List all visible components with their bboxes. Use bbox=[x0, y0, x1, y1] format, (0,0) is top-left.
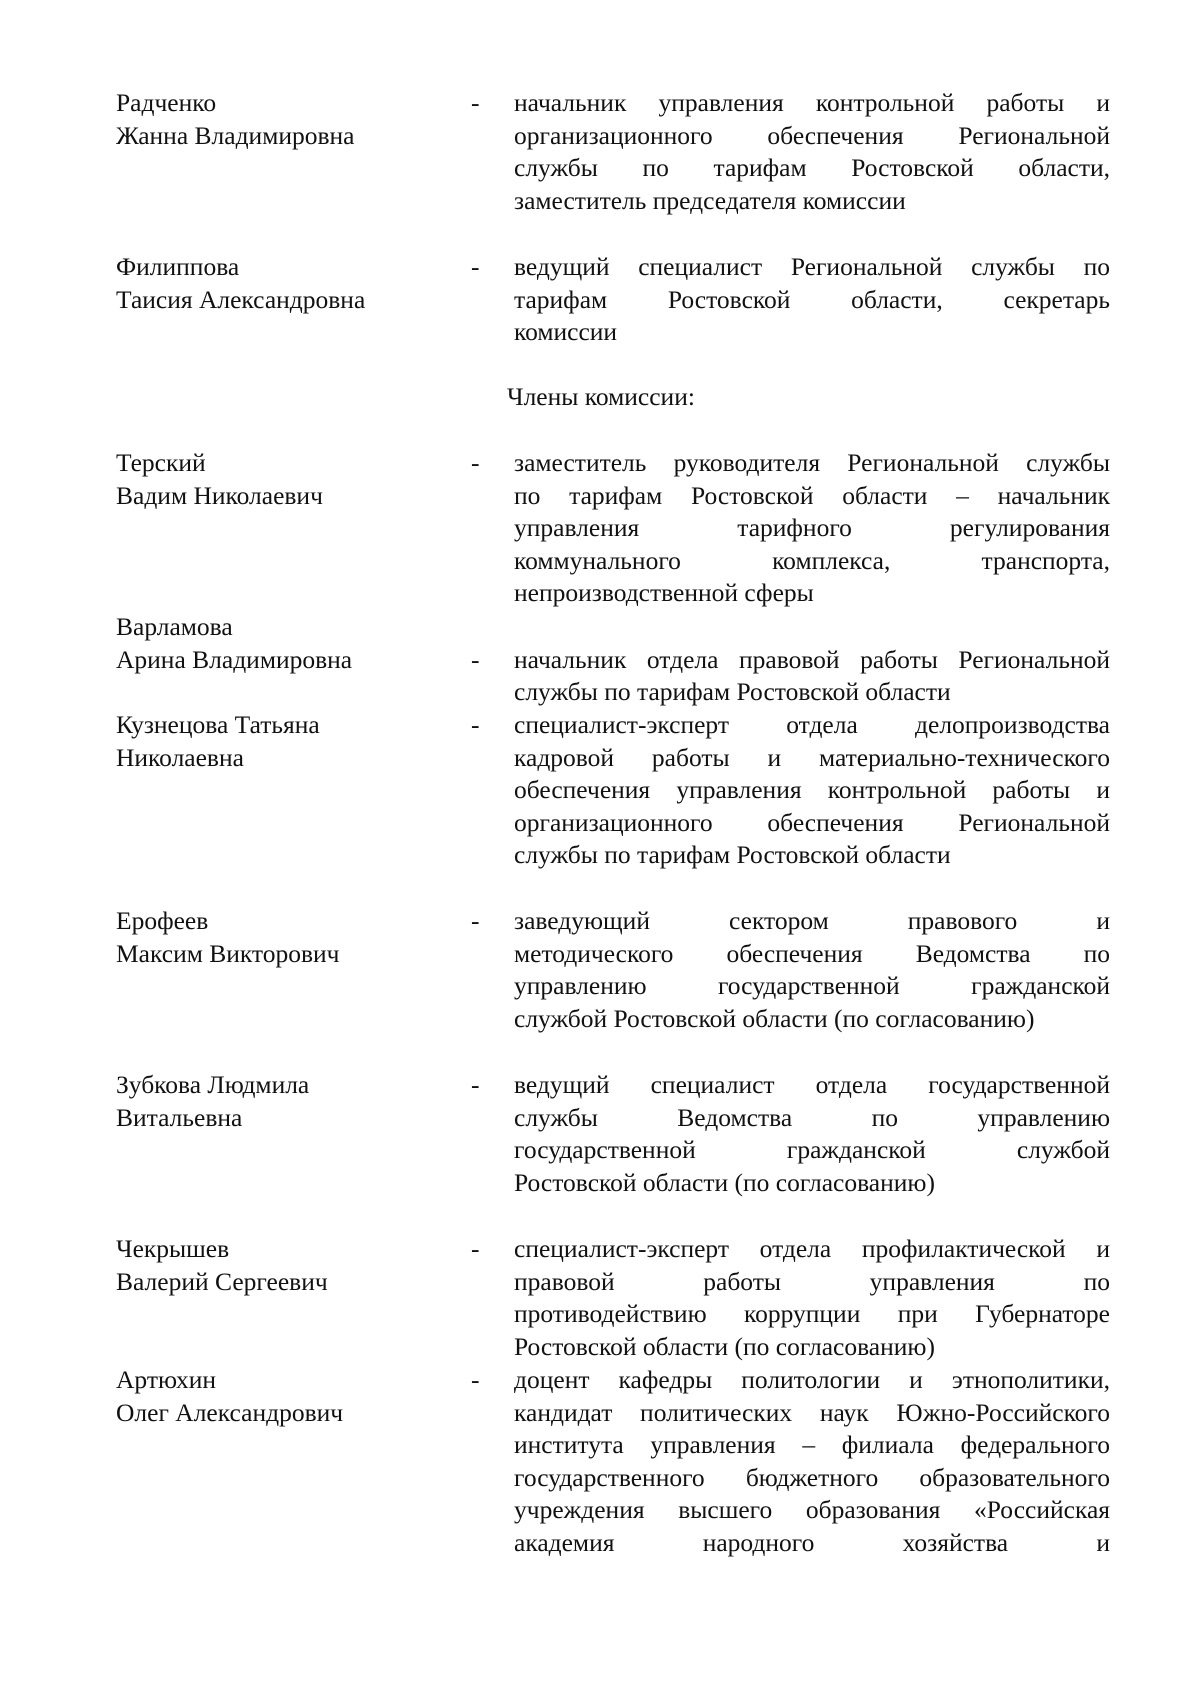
member-role-line: доцент кафедры политологии и этнополитики, bbox=[514, 1365, 1110, 1394]
members-heading: Члены комиссии: bbox=[507, 382, 695, 411]
member-role-line: службы Ведомства по управлению bbox=[514, 1102, 1110, 1132]
member-name bbox=[116, 1069, 456, 1134]
member-role-line: ведущий специалист отдела государственной bbox=[514, 1070, 1110, 1099]
member-name-line: Витальевна bbox=[116, 1102, 243, 1132]
member-role bbox=[514, 644, 1110, 709]
member-role-line: службы по тарифам Ростовской области, bbox=[514, 153, 1110, 183]
member-role bbox=[514, 1069, 1110, 1199]
member-role-line: начальник управления контрольной работы и bbox=[514, 88, 1110, 117]
member-role-line: комиссии bbox=[514, 317, 618, 347]
member-role-line: Ростовской области (по согласованию) bbox=[514, 1331, 935, 1361]
member-name-line: Варламова bbox=[116, 612, 233, 641]
member-name bbox=[116, 251, 456, 316]
member-name bbox=[116, 1364, 456, 1429]
member-name bbox=[116, 905, 456, 970]
member-role-line: начальник отдела правовой работы Региональной bbox=[514, 644, 1110, 674]
member-name-line: Николаевна bbox=[116, 742, 244, 772]
member-role-line: обеспечения управления контрольной работы и bbox=[514, 775, 1110, 805]
separator-dash: - bbox=[471, 906, 480, 935]
member-name-line: Радченко bbox=[116, 88, 217, 117]
separator-dash: - bbox=[471, 710, 480, 739]
member-role-line: государственного бюджетного образовательного bbox=[514, 1462, 1110, 1492]
member-role bbox=[514, 709, 1110, 872]
member-role-line: управления тарифного регулирования bbox=[514, 513, 1110, 543]
member-name-line: Таисия Александровна bbox=[116, 284, 366, 314]
member-role-line: тарифам Ростовской области, секретарь bbox=[514, 284, 1110, 314]
separator-dash: - bbox=[471, 88, 480, 117]
member-name-line: Ерофеев bbox=[116, 906, 209, 935]
member-name bbox=[116, 447, 456, 512]
member-role-line: учреждения высшего образования «Российская bbox=[514, 1495, 1110, 1525]
member-role-line: академия народного хозяйства и bbox=[514, 1527, 1110, 1557]
member-name bbox=[116, 611, 456, 676]
separator-dash: - bbox=[471, 1070, 480, 1099]
member-name-line: Терский bbox=[116, 448, 206, 477]
member-name-line: Жанна Владимировна bbox=[116, 120, 355, 150]
member-role-line: службы по тарифам Ростовской области bbox=[514, 677, 951, 707]
member-role-line: непроизводственной сферы bbox=[514, 578, 814, 608]
member-name bbox=[116, 709, 456, 774]
member-name-line: Зубкова Людмила bbox=[116, 1070, 310, 1099]
member-role-line: кандидат политических наук Южно-Российского bbox=[514, 1397, 1110, 1427]
member-name-line: Арина Владимировна bbox=[116, 644, 353, 674]
member-name-line: Вадим Николаевич bbox=[116, 480, 323, 510]
member-role-line: заведующий сектором правового и bbox=[514, 906, 1110, 935]
member-role bbox=[514, 1233, 1110, 1363]
member-name-line: Филиппова bbox=[116, 252, 240, 281]
member-role-line: заместитель председателя комиссии bbox=[514, 185, 906, 215]
member-role bbox=[514, 447, 1110, 610]
member-role-line: методического обеспечения Ведомства по bbox=[514, 938, 1110, 968]
member-role-line: Ростовской области (по согласованию) bbox=[514, 1167, 935, 1197]
member-name-line: Чекрышев bbox=[116, 1234, 230, 1263]
member-role-line: противодействию коррупции при Губернаторе bbox=[514, 1299, 1110, 1329]
member-role bbox=[514, 1364, 1110, 1560]
separator-dash: - bbox=[471, 644, 480, 674]
member-name-line: Валерий Сергеевич bbox=[116, 1266, 328, 1296]
member-role-line: государственной гражданской службой bbox=[514, 1135, 1110, 1165]
member-role bbox=[514, 905, 1110, 1035]
member-name-line: Максим Викторович bbox=[116, 938, 340, 968]
separator-dash: - bbox=[471, 448, 480, 477]
member-role bbox=[514, 87, 1110, 217]
member-role bbox=[514, 251, 1110, 349]
member-role-line: заместитель руководителя Региональной службы bbox=[514, 448, 1110, 477]
member-role-line: специалист-эксперт отдела делопроизводства bbox=[514, 710, 1110, 739]
member-name bbox=[116, 87, 456, 152]
separator-dash: - bbox=[471, 1365, 480, 1394]
member-name bbox=[116, 1233, 456, 1298]
member-role-line: кадровой работы и материально-технического bbox=[514, 742, 1110, 772]
member-role-line: организационного обеспечения Региональной bbox=[514, 807, 1110, 837]
member-role-line: ведущий специалист Региональной службы по bbox=[514, 252, 1110, 281]
member-role-line: коммунального комплекса, транспорта, bbox=[514, 545, 1110, 575]
member-name-line: Артюхин bbox=[116, 1365, 217, 1394]
separator-dash: - bbox=[471, 252, 480, 281]
member-role-line: правовой работы управления по bbox=[514, 1266, 1110, 1296]
member-name-line: Олег Александрович bbox=[116, 1397, 344, 1427]
member-role-line: организационного обеспечения Региональной bbox=[514, 120, 1110, 150]
separator-dash: - bbox=[471, 1234, 480, 1263]
member-role-line: управлению государственной гражданской bbox=[514, 971, 1110, 1001]
member-role-line: института управления – филиала федерального bbox=[514, 1430, 1110, 1460]
member-role-line: по тарифам Ростовской области – начальник bbox=[514, 480, 1110, 510]
member-name-line: Кузнецова Татьяна bbox=[116, 710, 320, 739]
member-role-line: специалист-эксперт отдела профилактической и bbox=[514, 1234, 1110, 1263]
member-role-line: службы по тарифам Ростовской области bbox=[514, 840, 951, 870]
member-role-line: службой Ростовской области (по согласованию) bbox=[514, 1003, 1035, 1033]
